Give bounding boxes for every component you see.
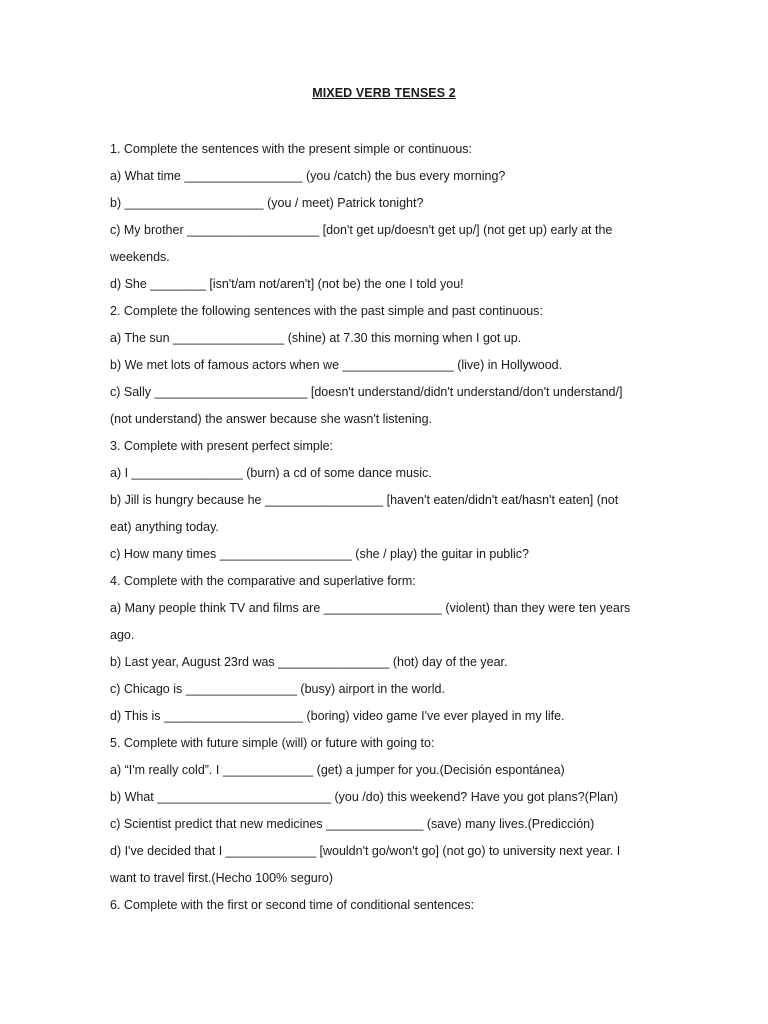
exercise-line: c) Scientist predict that new medicines ______________ (save) many lives.(Predicción) [110, 817, 595, 831]
section-6-heading: 6. Complete with the first or second time of conditional sentences: [110, 898, 475, 912]
exercise-line: a) The sun ________________ (shine) at 7.30 this morning when I got up. [110, 331, 522, 345]
section-3-heading: 3. Complete with present perfect simple: [110, 439, 334, 453]
section-1-heading: 1. Complete the sentences with the present simple or continuous: [110, 142, 473, 156]
exercise-line: a) I ________________ (burn) a cd of some dance music. [110, 466, 432, 480]
exercise-line: a) “I'm really cold”. I _____________ (get) a jumper for you.(Decisión espontánea) [110, 763, 565, 777]
exercise-line: d) I've decided that I _____________ [wouldn't go/won't go] (not go) to university next year. I [110, 844, 621, 858]
exercise-line: c) How many times ___________________ (she / play) the guitar in public? [110, 547, 530, 561]
exercise-line: b) Last year, August 23rd was ________________ (hot) day of the year. [110, 655, 508, 669]
section-2-heading: 2. Complete the following sentences with the past simple and past continuous: [110, 304, 543, 318]
exercise-line: b) ____________________ (you / meet) Patrick tonight? [110, 196, 424, 210]
exercise-line: d) She ________ [isn't/am not/aren't] (not be) the one I told you! [110, 277, 464, 291]
exercise-line: d) This is ____________________ (boring) video game I've ever played in my life. [110, 709, 565, 723]
exercise-line: (not understand) the answer because she wasn't listening. [110, 412, 433, 426]
exercise-line: b) Jill is hungry because he _________________ [haven't eaten/didn't eat/hasn't eaten] (not [110, 493, 619, 507]
exercise-line: weekends. [110, 250, 170, 264]
worksheet-title: MIXED VERB TENSES 2 [312, 86, 456, 100]
exercise-line: eat) anything today. [110, 520, 219, 534]
section-4-heading: 4. Complete with the comparative and superlative form: [110, 574, 416, 588]
exercise-line: b) What _________________________ (you /do) this weekend? Have you got plans?(Plan) [110, 790, 619, 804]
exercise-line: c) My brother ___________________ [don't get up/doesn't get up/] (not get up) early at the [110, 223, 613, 237]
exercise-line: a) What time _________________ (you /catch) the bus every morning? [110, 169, 506, 183]
exercise-line: b) We met lots of famous actors when we ________________ (live) in Hollywood. [110, 358, 563, 372]
exercise-line: want to travel first.(Hecho 100% seguro) [110, 871, 334, 885]
exercise-line: a) Many people think TV and films are _________________ (violent) than they were ten years [110, 601, 631, 615]
exercise-line: c) Chicago is ________________ (busy) airport in the world. [110, 682, 445, 696]
worksheet-body [110, 136, 655, 919]
exercise-line: ago. [110, 628, 135, 642]
exercise-line: c) Sally ______________________ [doesn't understand/didn't understand/don't understand/] [110, 385, 623, 399]
section-5-heading: 5. Complete with future simple (will) or future with going to: [110, 736, 435, 750]
